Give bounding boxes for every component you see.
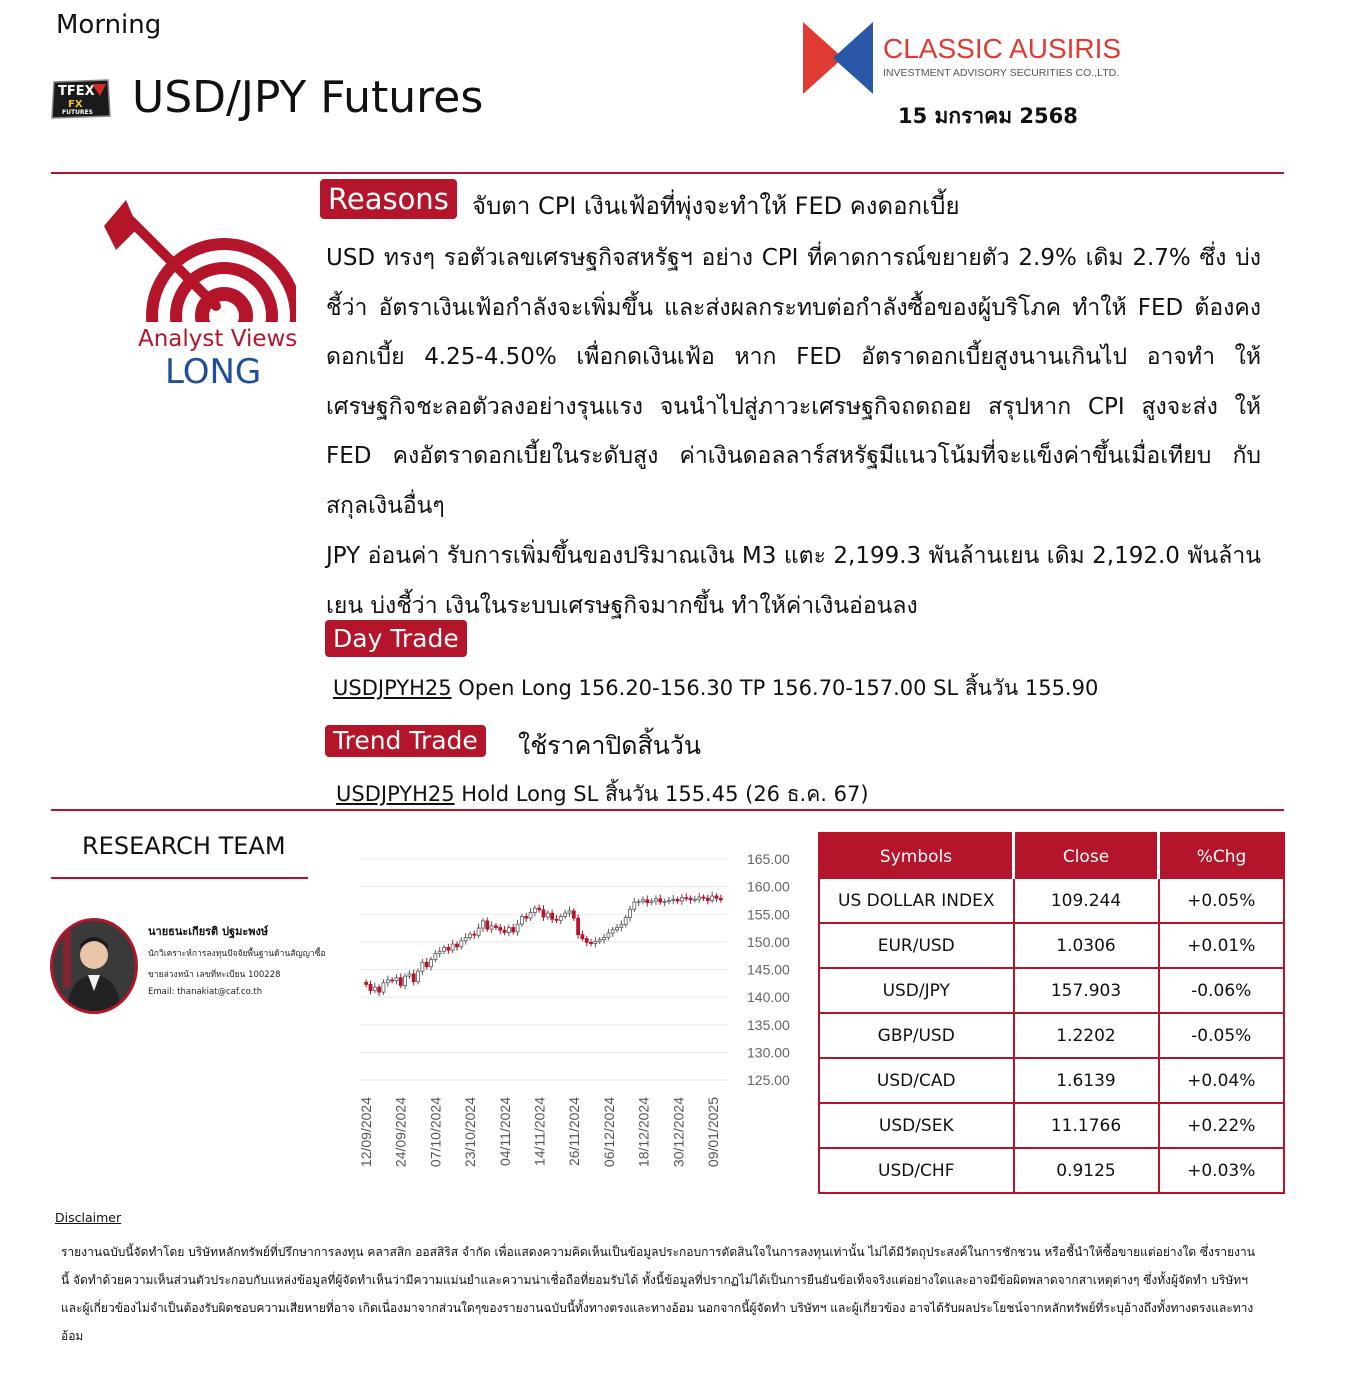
- candle-body: [581, 935, 584, 939]
- trend-trade-note: ใช้ราคาปิดสิ้นวัน: [518, 731, 701, 760]
- x-tick-label: 23/10/2024: [462, 1097, 479, 1168]
- candle-body: [590, 942, 593, 943]
- disclaimer-text: รายงานฉบับนี้จัดทำโดย บริษัทหลักทรัพย์ที่ปรึกษาการลงทุน คลาสสิก ออสสิริส จำกัด เพื่อแสดงความคิดเห็นเป็นข้อมูลประกอบการตัดสินใจในการลงทุนเท่านั้น ไม่ได้มีวัตถุประสงค์ในการชักชวน หรือชี้นำให้ซื้อขายแต่อย่างใด ซึ่งรายงานนี้ จัดทำด้วยความเห็นส่วนตัวประกอบกับแหล่งข้อมูลที่ผู้จัดทำเห็นว่ามีความแม่นยำและความน่าเชื่อถือที่ยอมรับได้ ทั้งนี้ข้อมูลที่ปรากฏไม่ได้เป็นการยืนยันข้อเท็จจริงแต่อย่างใดและอาจมีข้อผิดพลาดจากสาเหตุต่างๆ ซึ่งทั้งผู้จัดทำ บริษัทฯ และผู้เกี่ยวข้องไม่จำเป็นต้องรับผิดชอบความเสียหายที่อาจ เกิดเนื่องมาจากส่วนใดๆของรายงานฉบับนี้ทั้งทางตรงและทางอ้อม นอกจากนี้ผู้จัดทำ บริษัทฯ และผู้เกี่ยวข้อง อาจได้รับผลประโยชน์จากหลักทรัพย์ที่ระบุอ้างถึงทั้งทางตรงและทางอ้อม: [61, 1245, 1255, 1343]
- candle-body: [373, 987, 376, 990]
- y-tick-label: 165.00: [747, 851, 790, 867]
- cell-symbol: USD/CHF: [819, 1148, 1014, 1193]
- cell-chg: +0.03%: [1159, 1148, 1285, 1193]
- report-label: Morning: [56, 10, 162, 40]
- candle-body: [529, 913, 532, 919]
- candle-body: [516, 924, 519, 932]
- candle-body: [572, 911, 575, 918]
- y-tick-label: 160.00: [747, 878, 790, 895]
- cell-close: 109.244: [1014, 879, 1159, 923]
- x-tick-label: 12/09/2024: [358, 1097, 374, 1168]
- candle-body: [386, 980, 389, 983]
- candle-body: [551, 913, 554, 919]
- analyst-avatar: [50, 918, 138, 1014]
- x-tick-label: 30/12/2024: [670, 1097, 687, 1168]
- reasons-headline: จับตา CPI เงินเฟ้อที่พุ่งจะทำให้ FED คงดอกเบี้ย: [472, 192, 960, 220]
- candle-body: [391, 980, 394, 981]
- candle-body: [620, 925, 623, 928]
- cell-close: 0.9125: [1014, 1148, 1159, 1193]
- candle-body: [676, 899, 679, 901]
- candle-body: [633, 902, 636, 909]
- candle-body: [512, 928, 515, 932]
- candle-body: [412, 974, 415, 982]
- candle-body: [698, 897, 701, 899]
- trend-trade-line: [336, 778, 869, 811]
- x-tick-label: 24/09/2024: [392, 1097, 409, 1168]
- trend-trade-text: Hold Long SL สิ้นวัน 155.45 (26 ธ.ค. 67): [461, 782, 869, 806]
- cell-chg: -0.06%: [1159, 968, 1285, 1013]
- candle-body: [559, 916, 562, 920]
- cell-symbol: USD/JPY: [819, 968, 1014, 1013]
- candle-body: [693, 899, 696, 900]
- svg-text:FUTURES: FUTURES: [62, 109, 93, 116]
- page-title: USD/JPY Futures: [132, 72, 484, 123]
- candle-body: [408, 974, 411, 976]
- candle-body: [494, 926, 497, 928]
- y-tick-label: 125.00: [747, 1072, 790, 1088]
- candle-body: [399, 978, 402, 986]
- y-tick-label: 150.00: [747, 933, 790, 950]
- candle-body: [438, 951, 441, 953]
- y-tick-label: 135.00: [747, 1016, 790, 1033]
- candle-body: [546, 913, 549, 917]
- trend-trade-label: Trend Trade: [325, 725, 486, 757]
- candle-body: [663, 902, 666, 903]
- day-trade-symbol: USDJPYH25: [333, 676, 452, 700]
- y-tick-label: 140.00: [747, 989, 790, 1006]
- cell-symbol: US DOLLAR INDEX: [819, 879, 1014, 923]
- candle-body: [460, 941, 463, 947]
- candle-body: [624, 918, 627, 925]
- header-close: Close: [1014, 833, 1159, 879]
- company-logo: [803, 22, 1148, 94]
- candle-body: [468, 934, 471, 937]
- candle-body: [404, 976, 407, 985]
- company-sub: INVESTMENT ADVISORY SECURITIES CO.,LTD.: [883, 67, 1120, 79]
- candle-body: [533, 908, 536, 912]
- candle-body: [525, 916, 528, 918]
- y-tick-label: 155.00: [747, 906, 790, 923]
- candle-body: [680, 898, 683, 901]
- candle-body: [447, 947, 450, 950]
- candle-body: [538, 908, 541, 910]
- table-row: [819, 1148, 1284, 1193]
- candle-body: [629, 909, 632, 917]
- cell-close: 157.903: [1014, 968, 1159, 1013]
- candle-body: [711, 896, 714, 900]
- cell-chg: +0.22%: [1159, 1103, 1285, 1148]
- table-row: [819, 1013, 1284, 1058]
- candle-body: [503, 930, 506, 932]
- candle-body: [715, 896, 718, 898]
- divider-middle: [51, 809, 1284, 811]
- candle-body: [654, 899, 657, 901]
- candle-body: [443, 947, 446, 951]
- candle-body: [486, 921, 489, 929]
- cell-symbol: USD/CAD: [819, 1058, 1014, 1103]
- company-name: CLASSIC AUSIRIS: [883, 33, 1122, 64]
- analyst-name: นายธนะเกียรติ ปฐมะพงษ์: [148, 925, 269, 938]
- reasons-label: Reasons: [320, 179, 457, 219]
- candle-body: [637, 902, 640, 903]
- x-tick-label: 07/10/2024: [427, 1097, 444, 1168]
- candle-body: [594, 941, 597, 943]
- candle-body: [421, 962, 424, 971]
- cell-chg: +0.01%: [1159, 923, 1285, 968]
- table-row: [819, 968, 1284, 1013]
- analyst-views-label: Analyst Views: [138, 326, 298, 352]
- candle-body: [395, 978, 398, 981]
- candle-body: [481, 921, 484, 928]
- market-table: [818, 832, 1285, 1194]
- candle-body: [507, 928, 510, 933]
- cell-chg: +0.04%: [1159, 1058, 1285, 1103]
- cell-symbol: USD/SEK: [819, 1103, 1014, 1148]
- candle-body: [672, 899, 675, 900]
- candle-body: [434, 953, 437, 959]
- day-trade-label: Day Trade: [325, 620, 467, 657]
- candle-body: [520, 916, 523, 924]
- cell-close: 11.1766: [1014, 1103, 1159, 1148]
- table-row: [819, 879, 1284, 923]
- research-team-underline: [51, 877, 308, 879]
- candle-body: [382, 983, 385, 992]
- candle-body: [568, 911, 571, 913]
- cell-chg: -0.05%: [1159, 1013, 1285, 1058]
- candle-body: [564, 913, 567, 916]
- cell-close: 1.6139: [1014, 1058, 1159, 1103]
- analyst-license: ขายล่วงหน้า เลขที่ทะเบียน 100228: [148, 970, 281, 980]
- tfex-fx-futures-logo: [48, 76, 114, 122]
- candle-body: [464, 937, 467, 940]
- candle-body: [685, 898, 688, 899]
- cell-symbol: EUR/USD: [819, 923, 1014, 968]
- candle-body: [499, 928, 502, 931]
- usdjpy-price-chart: [355, 845, 805, 1190]
- candle-body: [455, 944, 458, 947]
- candle-body: [611, 930, 614, 933]
- candle-body: [555, 919, 558, 920]
- candle-body: [598, 940, 601, 942]
- candle-body: [365, 982, 368, 984]
- candle-body: [417, 971, 420, 981]
- reasons-paragraph-usd: USD ทรงๆ รอตัวเลขเศรษฐกิจสหรัฐฯ อย่าง CPI ที่คาดการณ์ขยายตัว 2.9% เดิม 2.7% ซึ่ง บ่งชี้ว่า อัตราเงินเฟ้อกำลังจะเพิ่มขึ้น และส่งผลกระทบต่อกำลังซื้อของผู้บริโภค ทำให้ FED ต้องคงดอกเบี้ย 4.25-4.50% เพื่อกดเงินเฟ้อ หาก FED อัตราดอกเบี้ยสูงนานเกินไป อาจทำ ให้เศรษฐกิจชะลอตัวลงอย่างรุนแรง จนนำไปสู่ภาวะเศรษฐกิจถดถอย สรุปหาก CPI สูงจะส่ง ให้ FED คงอัตราดอกเบี้ยในระดับสูง ค่าเงินดอลลาร์สหรัฐมีแนวโน้มที่จะแข็งค่าขึ้นเมื่อเทียบ กับสกุลเงินอื่นๆ: [326, 245, 1261, 519]
- cell-symbol: GBP/USD: [819, 1013, 1014, 1058]
- y-tick-label: 145.00: [747, 961, 790, 978]
- svg-text:FX: FX: [68, 99, 83, 110]
- analyst-views-direction: LONG: [165, 352, 262, 392]
- candle-body: [369, 984, 372, 990]
- research-team-label: RESEARCH TEAM: [82, 832, 286, 860]
- cell-close: 1.0306: [1014, 923, 1159, 968]
- divider-top: [51, 172, 1284, 174]
- candle-body: [585, 939, 588, 943]
- candle-body: [477, 928, 480, 935]
- x-tick-label: 04/11/2024: [496, 1097, 513, 1167]
- candle-body: [706, 898, 709, 900]
- table-row: [819, 1103, 1284, 1148]
- candle-body: [646, 900, 649, 903]
- reasons-paragraph-jpy: JPY อ่อนค่า รับการเพิ่มขึ้นของปริมาณเงิน M3 แตะ 2,199.3 พันล้านเยน เดิม 2,192.0 พันล้านเยน บ่งชี้ว่า เงินในระบบเศรษฐกิจมากขึ้น ทำให้ค่าเงินอ่อนลง: [326, 543, 1261, 619]
- x-tick-label: 14/11/2024: [531, 1097, 548, 1167]
- candle-body: [659, 899, 662, 902]
- header-chg: %Chg: [1159, 833, 1285, 879]
- candle-body: [603, 937, 606, 939]
- table-row: [819, 1058, 1284, 1103]
- svg-text:TFEX: TFEX: [58, 84, 95, 99]
- candle-body: [689, 898, 692, 900]
- table-row: [819, 923, 1284, 968]
- target-icon: [96, 198, 296, 326]
- candle-body: [378, 987, 381, 992]
- analyst-email: Email: thanakiat@caf.co.th: [148, 987, 263, 997]
- candle-body: [425, 962, 428, 966]
- candle-body: [490, 926, 493, 929]
- cell-close: 1.2202: [1014, 1013, 1159, 1058]
- candle-body: [451, 944, 454, 950]
- x-tick-label: 06/12/2024: [600, 1097, 617, 1168]
- candle-body: [616, 928, 619, 930]
- candle-body: [702, 897, 705, 898]
- market-table-header: [819, 833, 1284, 879]
- candle-body: [650, 901, 653, 903]
- candle-body: [719, 898, 722, 900]
- candle-body: [641, 900, 644, 902]
- disclaimer-title: Disclaimer: [55, 1210, 122, 1225]
- x-tick-label: 26/11/2024: [566, 1097, 583, 1167]
- header-symbols: Symbols: [819, 833, 1014, 879]
- day-trade-line: [333, 672, 1098, 705]
- x-tick-label: 09/01/2025: [705, 1097, 721, 1168]
- x-tick-label: 18/12/2024: [635, 1097, 652, 1168]
- analyst-role: นักวิเคราะห์การลงทุนปัจจัยพื้นฐานด้านสัญญาซื้อ: [148, 949, 326, 959]
- report-date: 15 มกราคม 2568: [898, 104, 1078, 128]
- y-tick-label: 130.00: [747, 1044, 790, 1061]
- cell-chg: +0.05%: [1159, 879, 1285, 923]
- candle-body: [577, 918, 580, 935]
- candle-body: [667, 900, 670, 901]
- trend-trade-symbol: USDJPYH25: [336, 782, 455, 806]
- candle-body: [430, 960, 433, 967]
- day-trade-text: Open Long 156.20-156.30 TP 156.70-157.00 SL สิ้นวัน 155.90: [458, 676, 1099, 700]
- candle-body: [473, 934, 476, 935]
- candle-body: [542, 910, 545, 917]
- candle-body: [607, 933, 610, 937]
